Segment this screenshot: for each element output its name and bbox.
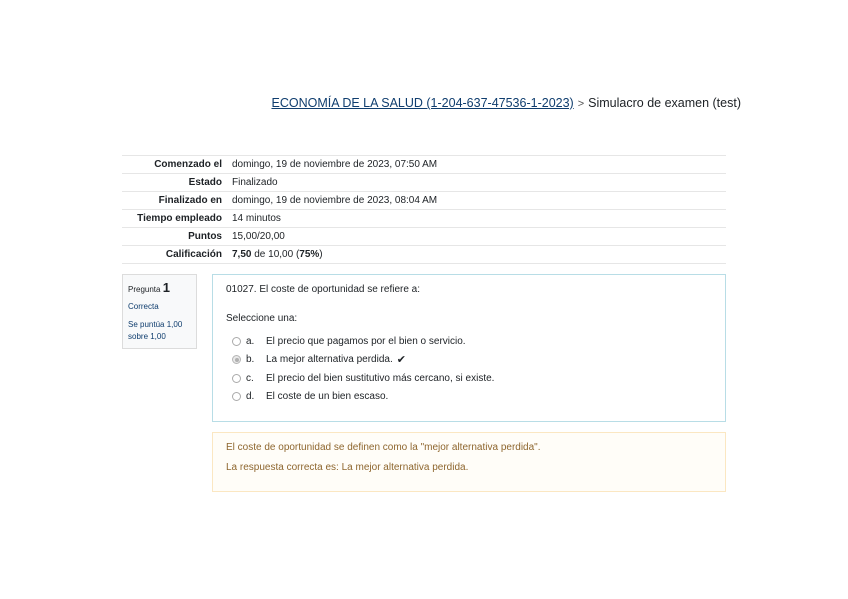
answer-option-c[interactable] bbox=[226, 369, 712, 388]
summary-row bbox=[122, 228, 726, 246]
feedback-box bbox=[212, 432, 726, 492]
grade-score: 7,50 bbox=[232, 249, 252, 260]
answer-option-a[interactable] bbox=[226, 332, 712, 351]
grade-label: Calificación bbox=[165, 249, 222, 260]
summary-value: Finalizado bbox=[232, 177, 278, 188]
radio-button-a[interactable] bbox=[232, 337, 241, 346]
breadcrumb-separator: > bbox=[577, 98, 585, 110]
summary-row bbox=[122, 174, 726, 192]
question-prompt: Seleccione una: bbox=[226, 313, 298, 324]
option-letter: b. bbox=[246, 354, 255, 366]
grade-percent: 75% bbox=[299, 249, 320, 260]
summary-value: domingo, 19 de noviembre de 2023, 08:04 AM bbox=[232, 195, 438, 206]
summary-label: Puntos bbox=[188, 231, 222, 242]
option-text: El coste de un bien escaso. bbox=[266, 391, 389, 403]
breadcrumb-current: Simulacro de examen (test) bbox=[588, 96, 741, 110]
radio-button-c[interactable] bbox=[232, 374, 241, 383]
grade-middle: de 10,00 ( bbox=[251, 249, 300, 260]
question-number bbox=[128, 280, 191, 295]
summary-row bbox=[122, 210, 726, 228]
checkmark-icon: ✔ bbox=[396, 354, 406, 367]
summary-label: Tiempo empleado bbox=[137, 213, 222, 224]
question-state: Correcta bbox=[128, 302, 159, 311]
option-text: La mejor alternativa perdida. bbox=[266, 354, 393, 366]
summary-label: Finalizado en bbox=[158, 195, 222, 206]
breadcrumb-course-link[interactable]: ECONOMÍA DE LA SALUD (1-204-637-47536-1-2023) bbox=[271, 96, 574, 110]
grade-value bbox=[227, 246, 726, 264]
grade-end: ) bbox=[319, 249, 323, 260]
summary-value: domingo, 19 de noviembre de 2023, 07:50 AM bbox=[232, 159, 438, 170]
question-info-box bbox=[122, 274, 197, 349]
answer-option-d[interactable] bbox=[226, 388, 712, 407]
summary-value: 14 minutos bbox=[232, 213, 281, 224]
option-letter: a. bbox=[246, 335, 255, 347]
answer-options bbox=[226, 332, 712, 406]
summary-label: Estado bbox=[188, 177, 222, 188]
summary-row bbox=[122, 156, 726, 174]
radio-button-d[interactable] bbox=[232, 392, 241, 401]
attempt-summary-table bbox=[122, 155, 726, 264]
question-number-value: 1 bbox=[162, 280, 170, 295]
radio-button-b[interactable] bbox=[232, 355, 241, 364]
answer-option-b[interactable] bbox=[226, 351, 712, 370]
summary-row-grade bbox=[122, 246, 726, 264]
breadcrumb bbox=[0, 96, 741, 110]
option-text: El precio que pagamos por el bien o servicio. bbox=[266, 335, 466, 347]
option-text: El precio del bien sustitutivo más cercano, si existe. bbox=[266, 372, 495, 384]
general-feedback: El coste de oportunidad se definen como la "mejor alternativa perdida". bbox=[226, 442, 541, 453]
option-letter: d. bbox=[246, 391, 255, 403]
question-text: 01027. El coste de oportunidad se refiere a: bbox=[226, 284, 421, 295]
right-answer-feedback: La respuesta correcta es: La mejor alternativa perdida. bbox=[226, 462, 469, 473]
summary-value: 15,00/20,00 bbox=[232, 231, 285, 242]
option-letter: c. bbox=[246, 372, 254, 384]
question-formulation bbox=[212, 274, 726, 422]
question-grade: Se puntúa 1,00 sobre 1,00 bbox=[128, 320, 183, 341]
question-prefix: Pregunta bbox=[128, 285, 161, 294]
summary-label: Comenzado el bbox=[154, 159, 222, 170]
summary-row bbox=[122, 192, 726, 210]
